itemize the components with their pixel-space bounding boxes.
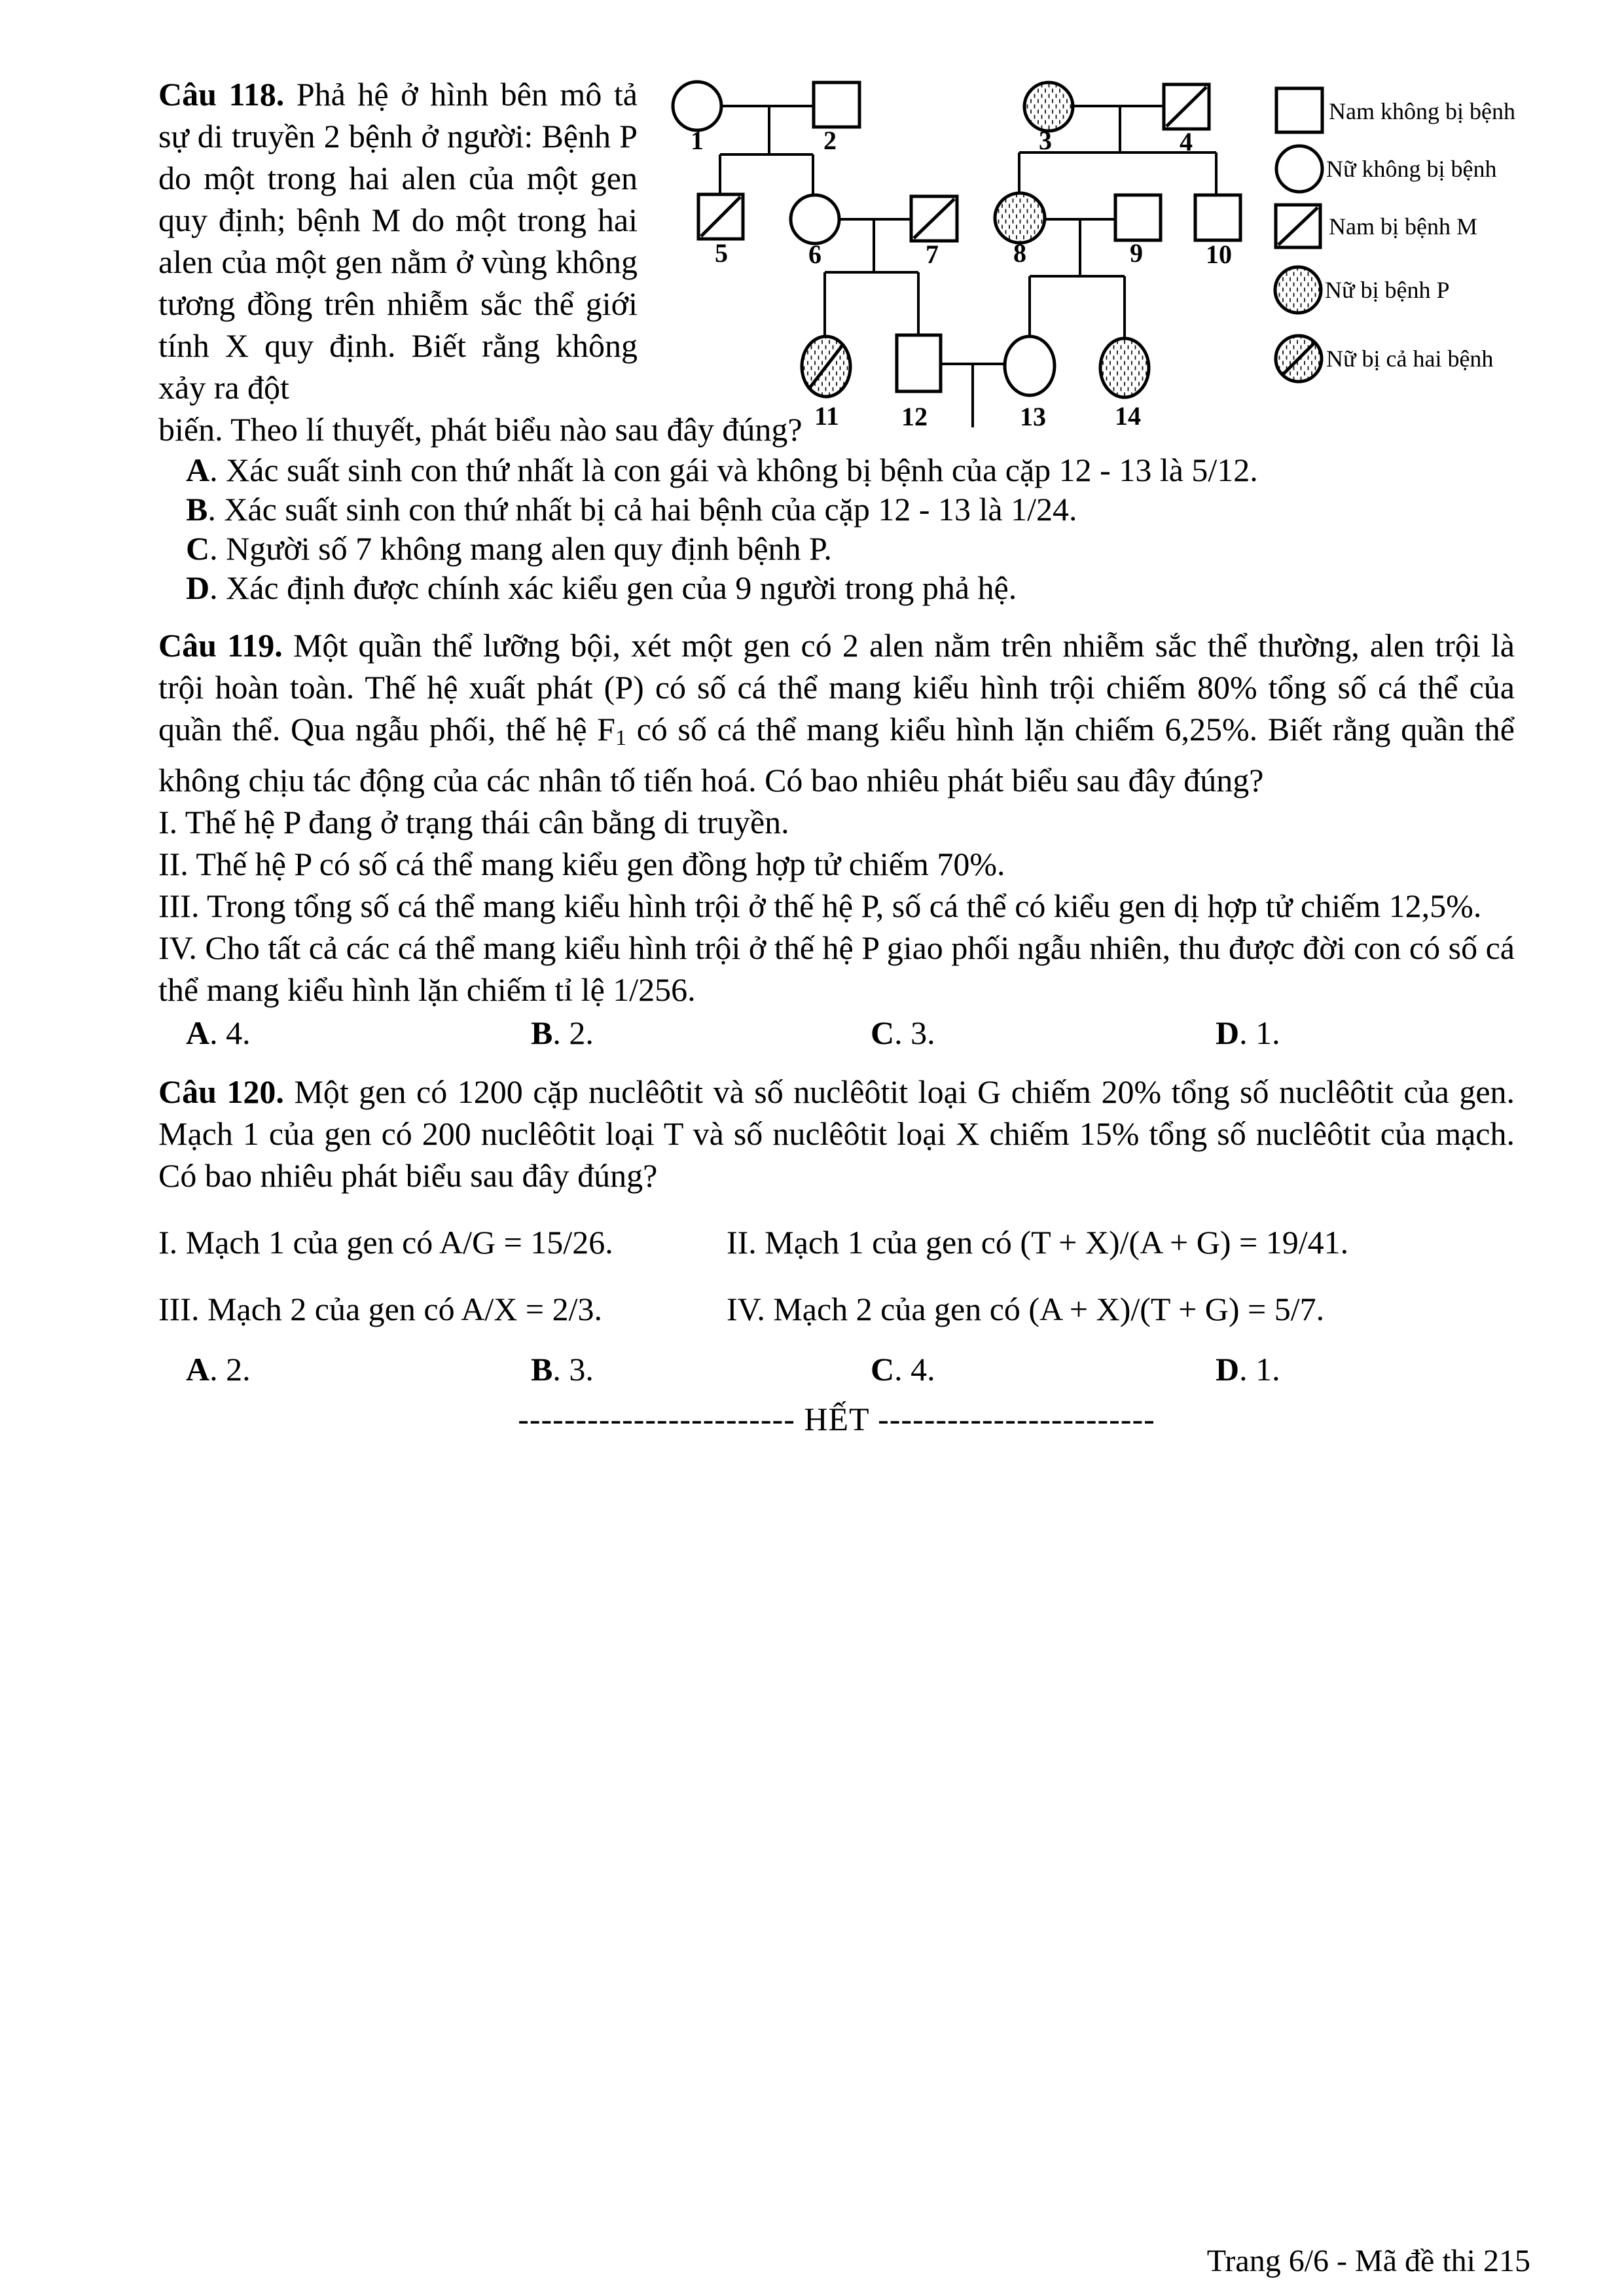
q120-statements-row-1 [158,1221,1515,1263]
option-text: . 2. [552,1014,594,1051]
square-open-icon [1276,88,1322,132]
q119-number: Câu 119. [158,627,283,664]
option-letter: D [1216,1351,1240,1388]
person-13-female-unaffected [1005,336,1055,395]
q120-option-a [186,1348,251,1390]
person-label: 14 [1115,401,1141,431]
q118-option-b [158,490,1515,529]
person-label: 6 [808,240,821,269]
option-text: . Xác suất sinh con thứ nhất là con gái và không bị bệnh của cặp 12 - 13 là 5/12. [209,452,1258,488]
person-5-male-disease-m [698,194,743,239]
q118-option-d [158,568,1515,607]
generation-2 [698,193,1240,243]
q119-option-c [871,1012,935,1054]
q118-option-c [158,529,1515,568]
q118-continuation: biến. Theo lí thuyết, phát biểu nào sau đây đúng? [158,411,803,448]
end-of-exam-line: ------------------------ HẾT ------------------------ [518,1401,1155,1437]
legend-label: Nam không bị bệnh [1329,98,1515,124]
q119-intro-text-2: có số cá thể mang kiểu hình lặn chiếm 6,25%. Biết rằng quần thể không chịu tác động của các nhân tố tiến hoá. Có bao nhiêu phát biểu sau đây đúng? [158,711,1515,798]
exam-content [158,73,1515,1440]
q118-intro-paragraph [158,73,638,408]
q120-option-d [1216,1348,1280,1390]
question-120 [158,1071,1515,1440]
q120-statement-3: III. Mạch 2 của gen có A/X = 2/3. [158,1291,603,1327]
legend-label: Nữ bị cả hai bệnh [1326,346,1494,372]
q118-intro-text: Phả hệ ở hình bên mô tả sự di truyền 2 bệnh ở người: Bệnh P do một trong hai alen của một gen quy định; bệnh M do một trong hai alen của một gen nằm ở vùng không tương đồng trên nhiễm sắc thể giới tính X quy định. Biết rằng không xảy ra đột [158,76,638,406]
option-text: . Xác suất sinh con thứ nhất bị cả hai bệnh của cặp 12 - 13 là 1/24. [208,491,1077,528]
option-letter: A [186,452,210,488]
option-letter: C [871,1014,895,1051]
q119-statement-3: III. Trong tổng số cá thể mang kiểu hình trội ở thế hệ P, số cá thể có kiểu gen dị hợp tử chiếm 12,5%. [158,888,1482,924]
legend-label: Nữ không bị bệnh [1326,156,1497,182]
person-8-female-disease-p [995,193,1045,243]
q118-number: Câu 118. [158,76,285,113]
legend-label: Nữ bị bệnh P [1325,277,1450,303]
circle-shaded-icon [1275,267,1321,313]
option-letter: D [1216,1014,1240,1051]
person-6-female-unaffected [791,195,839,243]
option-letter: C [871,1351,895,1388]
q119-options-row [158,1012,1515,1054]
option-letter: B [531,1351,553,1388]
q119-statement-1: I. Thế hệ P đang ở trạng thái cân bằng di truyền. [158,804,789,840]
option-text: . 3. [894,1014,935,1051]
q119-intro-paragraph [158,624,1515,801]
option-letter: A [186,1351,210,1388]
option-text: . Xác định được chính xác kiểu gen của 9 người trong phả hệ. [209,569,1017,606]
person-9-male-unaffected [1115,195,1161,240]
q120-option-c [871,1348,935,1390]
option-text: . 4. [209,1014,251,1051]
person-label: 1 [691,126,704,155]
person-14-female-disease-p [1100,338,1149,397]
person-label: 8 [1013,238,1026,268]
person-label: 7 [926,240,939,269]
legend-label: Nam bị bệnh M [1329,213,1477,240]
person-label: 3 [1039,126,1052,155]
pedigree-numbers [691,126,1232,431]
q120-intro-text: Một gen có 1200 cặp nuclêôtit và số nuclêôtit loại G chiếm 20% tổng số nuclêôtit của gen. Mạch 1 của gen có 200 nuclêôtit loại T và số nuclêôtit loại X chiếm 15% tổng số nuclêôtit của mạch. Có bao nhiêu phát biểu sau đây đúng? [158,1073,1515,1194]
person-4-male-disease-m [1164,84,1209,129]
pedigree-diagram [655,77,1532,434]
f1-subscript: 1 [615,726,626,750]
option-text: . 1. [1239,1014,1280,1051]
person-label: 4 [1180,127,1193,156]
option-letter: B [531,1014,553,1051]
footer-page-info: Trang 6/6 - Mã đề thi 215 [1206,2244,1530,2278]
person-12-male-unaffected [897,335,941,391]
square-slash-icon [1276,205,1320,247]
generation-3 [802,335,1149,397]
q119-option-b [531,1012,594,1054]
question-118 [158,73,1515,607]
q120-statement-2: II. Mạch 1 của gen có (T + X)/(A + G) = 19/41. [727,1224,1349,1261]
q119-statement-2: II. Thế hệ P có số cá thể mang kiểu gen đồng hợp tử chiếm 70%. [158,846,1005,882]
circle-open-icon [1276,146,1322,192]
option-text: . 1. [1239,1351,1280,1388]
person-1-female-unaffected [673,82,721,130]
q119-statement-4: IV. Cho tất cả các cá thể mang kiểu hình trội ở thế hệ P giao phối ngẫu nhiên, thu được đời con có số cá thể mang kiểu hình lặn chiếm tỉ lệ 1/256. [158,929,1515,1008]
q119-option-d [1216,1012,1280,1054]
person-3-female-disease-p [1024,82,1073,131]
q119-option-a [186,1012,251,1054]
q120-option-b [531,1348,594,1390]
option-text: . 3. [552,1351,594,1388]
person-label: 11 [814,401,839,431]
question-119 [158,624,1515,1054]
option-letter: D [186,569,210,606]
option-text: . Người số 7 không mang alen quy định bệnh P. [209,530,832,567]
q118-options [158,450,1515,607]
option-letter: C [186,530,210,567]
q120-number: Câu 120. [158,1073,284,1110]
q120-statement-4: IV. Mạch 2 của gen có (A + X)/(T + G) = 5/7. [727,1291,1325,1327]
circle-shaded-slash-icon [1276,336,1322,382]
pedigree-legend [1275,88,1515,382]
q120-options-row [158,1348,1515,1390]
q119-intro-text-1: Một quần thể lưỡng bội, xét một gen có 2 alen nằm trên nhiễm sắc thể thường, alen trội là trội hoàn toàn. Thế hệ xuất phát (P) có số cá thể mang kiểu hình trội chiếm 80% tổng số cá thể của quần thể. Qua ngẫu phối, thế hệ F [158,627,1515,747]
q120-intro-paragraph [158,1071,1515,1196]
person-11-female-both-diseases [802,336,850,397]
option-letter: B [186,491,208,528]
person-2-male-unaffected [814,82,859,127]
person-label: 9 [1130,238,1143,268]
q120-statements-row-2 [158,1288,1515,1330]
person-label: 13 [1020,402,1046,431]
person-label: 2 [823,126,837,155]
option-text: . 2. [209,1351,251,1388]
q118-option-a [158,450,1515,490]
person-label: 5 [715,238,728,268]
option-text: . 4. [894,1351,935,1388]
pedigree-figure [655,77,1532,434]
person-7-male-disease-m [911,196,957,241]
person-10-male-unaffected [1195,195,1240,240]
person-label: 10 [1206,240,1232,269]
option-letter: A [186,1014,210,1051]
person-label: 12 [901,402,928,431]
q120-statement-1: I. Mạch 1 của gen có A/G = 15/26. [158,1224,613,1261]
